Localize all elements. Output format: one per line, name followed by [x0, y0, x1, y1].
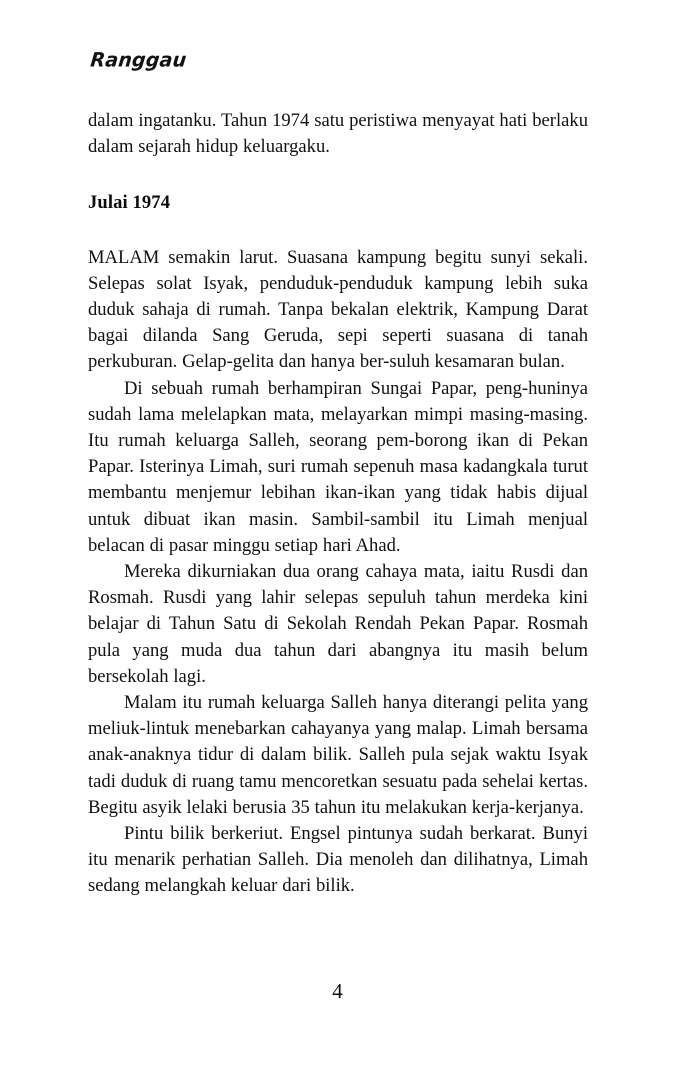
spacer-after-heading — [88, 217, 588, 245]
body-paragraph-1: MALAM semakin larut. Suasana kampung begitu sunyi sekali. Selepas solat Isyak, penduduk-penduduk kampung lebih suka duduk sahaja di rumah. Tanpa bekalan elektrik, Kampung Darat bagai dilanda Sang Geruda, sepi seperti suasana di tanah perkuburan. Gelap-gelita dan hanya ber-suluh kesamaran bulan. — [88, 246, 588, 373]
running-head: Ranggau — [89, 48, 188, 72]
body-paragraph-3: Mereka dikurniakan dua orang cahaya mata, iaitu Rusdi dan Rosmah. Rusdi yang lahir selepas sepuluh tahun merdeka kini belajar di Tahun Satu di Sekolah Rendah Pekan Papar. Rosmah pula yang muda dua tahun dari abangnya itu masih belum bersekolah lagi. — [88, 561, 588, 687]
spacer-before-heading — [88, 160, 588, 190]
body-paragraph-4: Malam itu rumah keluarga Salleh hanya diterangi pelita yang meliuk-lintuk menebarkan cahayanya yang malap. Limah bersama anak-anaknya tidur di dalam bilik. Salleh pula sejak waktu Isyak tadi duduk di ruang tamu mencoretkan sesuatu pada sehelai kertas. Begitu asyik lelaki berusia 35 tahun itu melakukan kerja-kerjanya. — [88, 692, 588, 818]
page-number: 4 — [332, 979, 343, 1003]
body-paragraph-5: Pintu bilik berkeriut. Engsel pintunya sudah berkarat. Bunyi itu menarik perhatian Salleh. Dia menoleh dan dilihatnya, Limah sedang melangkah keluar dari bilik. — [88, 823, 588, 897]
paragraph-continued: dalam ingatanku. Tahun 1974 satu peristiwa menyayat hati berlaku dalam sejarah hidup keluargaku. — [88, 110, 588, 158]
body-paragraph-2: Di sebuah rumah berhampiran Sungai Papar, peng-huninya sudah lama melelapkan mata, melayarkan mimpi masing-masing. Itu rumah keluarga Salleh, seorang pem-borong ikan di Pekan Papar. Isterinya Limah, suri rumah sepenuh masa kadangkala turut membantu menjemur lebihan ikan-ikan yang tidak habis dijual untuk dibuat ikan masin. Sambil-sambil itu Limah menjual belacan di pasar minggu setiap hari Ahad. — [88, 377, 588, 556]
section-heading: Julai 1974 — [88, 192, 171, 214]
text-block — [88, 108, 588, 900]
